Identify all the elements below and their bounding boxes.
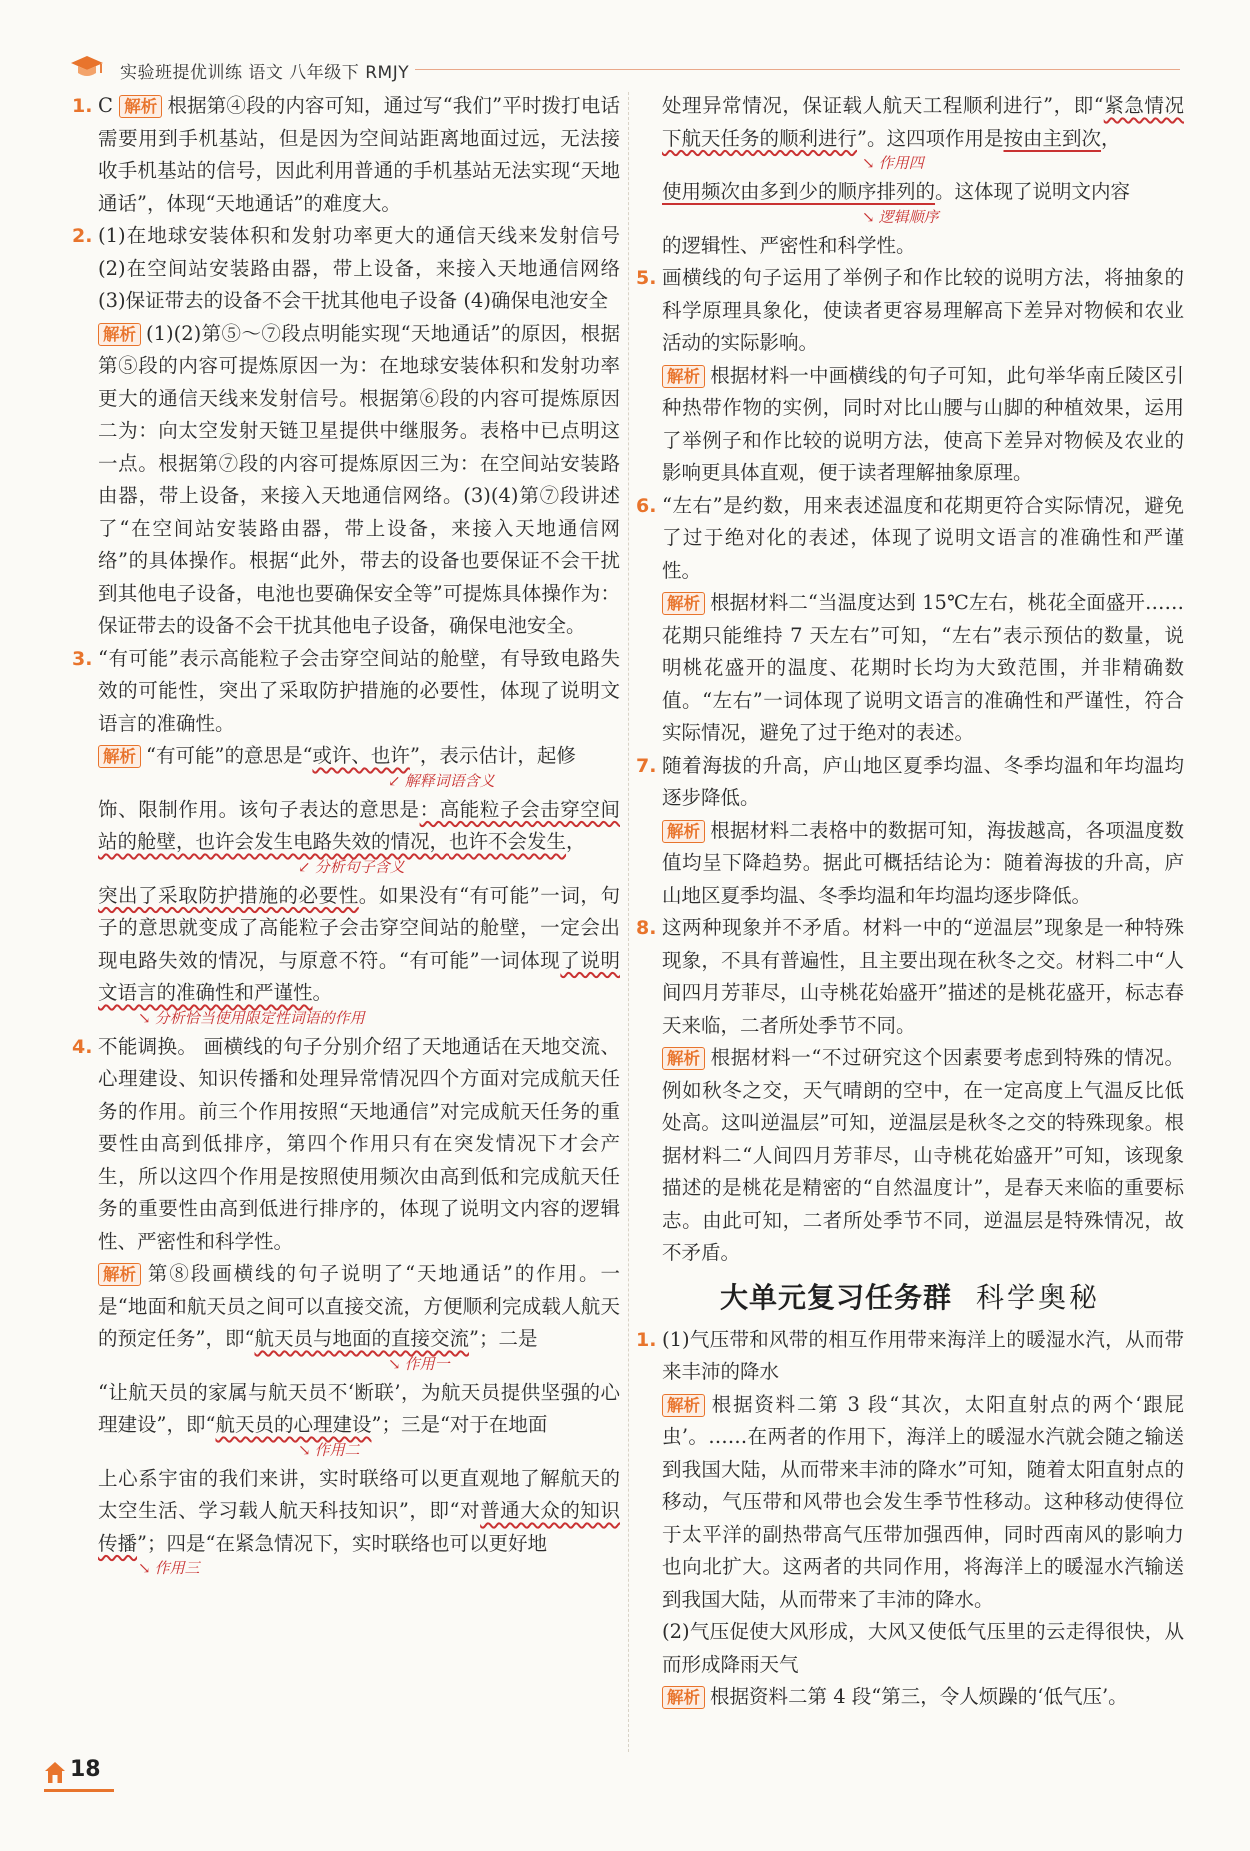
question-number: 2. — [72, 225, 93, 247]
answer-text: 画横线的句子运用了举例子和作比较的说明方法，将抽象的科学原理具象化，使读者更容易理解高下差异对物候和农业活动的实际影响。 — [662, 266, 1184, 354]
analysis-label: 解析 — [662, 1047, 705, 1070]
analysis-text: ， — [566, 830, 586, 853]
analysis-text: ”；四是“在紧急情况下，实时联络也可以更好地 — [137, 1531, 547, 1555]
section-title — [636, 1276, 1184, 1320]
question-2 — [72, 220, 620, 643]
analysis-label: 解析 — [662, 365, 705, 388]
question-4 — [72, 1031, 620, 1580]
answer-text: “有可能”表示高能粒子会击穿空间站的舱壁，有导致电路失效的可能性，突出了采取防护措施的必要性，体现了说明文语言的准确性。 — [98, 646, 620, 735]
question-1 — [72, 90, 620, 220]
analysis-text: ”。这四项作用是 — [857, 126, 1004, 150]
question-number: 1. — [636, 1328, 657, 1351]
question-5 — [636, 262, 1184, 490]
footer-underline — [44, 1789, 114, 1792]
question-8 — [636, 912, 1184, 1270]
answer-text: 随着海拔的升高，庐山地区夏季均温、冬季均温和年均温均逐步降低。 — [662, 753, 1184, 809]
analysis-label: 解析 — [662, 820, 705, 843]
section-question-1 — [636, 1324, 1184, 1714]
marked-text: 了说明文语言的准确性和严谨性 — [98, 948, 620, 1004]
marked-text: 也许不会发生 — [449, 830, 567, 853]
handwritten-note: ↘ 作用四 — [862, 154, 924, 172]
analysis-text: ， — [1101, 126, 1121, 150]
handwritten-note: ↘ 分析恰当使用限定性词语的作用 — [138, 1008, 365, 1027]
question-7 — [636, 750, 1184, 913]
column-divider — [628, 92, 629, 1752]
question-number: 8. — [636, 917, 657, 939]
handwritten-note: ↘ 作用二 — [298, 1440, 360, 1459]
answer-text: (1)在地球安装体积和发射功率更大的通信天线来发射信号 (2)在空间站安装路由器，带上设备，来接入天地通信网络 (3)保证带去的设备不会干扰其他电子设备 (4)确保电池安全 — [98, 224, 620, 312]
header-rule — [415, 69, 1180, 70]
analysis-label: 解析 — [662, 592, 705, 615]
page-header — [70, 52, 1180, 88]
question-number: 7. — [636, 754, 657, 777]
analysis-text: 。如果没有“有可能”一词，句子的意思就变成了高能粒子会击穿空间站的舱壁，一定会出现电路失效的情况，与原意不符。“有可能”一词体现 — [98, 883, 620, 972]
analysis-text: 根据资料二第 4 段“第三，令人烦躁的‘低气压’。 — [710, 1685, 1128, 1708]
question-6 — [636, 490, 1184, 750]
question-number: 3. — [72, 647, 93, 670]
answer-text: C — [98, 94, 113, 117]
question-number: 6. — [636, 494, 657, 517]
marked-text: 或许、也许 — [312, 744, 410, 767]
answer-text: 不能调换。 画横线的句子分别介绍了天地通话在天地交流、心理建设、知识传播和处理异常情况四个方面对完成航天任务的作用。前三个作用按照“天地通信”对完成航天任务的重要性由高到低排序，第四个作用只有在突发情况下才会产生，所以这四个作用是按照使用频次由高到低和完成航天任务的重要性由高到低进行排序的，体现了说明文内容的逻辑性、严密性和科学性。 — [98, 1034, 620, 1253]
analysis-text: ”；二是 — [468, 1327, 538, 1350]
question-number: 5. — [636, 267, 657, 289]
answer-text: “左右”是约数，用来表述温度和花期更符合实际情况，避免了过于绝对化的表述，体现了说明文语言的准确性和严谨性。 — [662, 493, 1184, 582]
analysis-text: ”；三是“对于在地面 — [371, 1413, 548, 1436]
left-column — [72, 90, 620, 1581]
question-number: 1. — [72, 95, 93, 117]
analysis-text: 根据材料二表格中的数据可知，海拔越高，各项温度数值均呈下降趋势。据此可概括结论为：随着海拔的升高，庐山地区夏季均温、冬季均温和年均温均逐步降低。 — [662, 818, 1184, 907]
question-4-continued — [636, 90, 1184, 262]
marked-text: ：高能粒子会击穿空间站的舱壁，也许会发生电路失效的情况， — [98, 797, 620, 853]
question-3 — [72, 643, 620, 1029]
section-heading: 大单元复习任务群 — [719, 1280, 952, 1314]
analysis-text: 处理异常情况，保证载人航天工程顺利进行”，即“ — [662, 94, 1104, 117]
handwritten-note: ↙ 解释词语含义 — [388, 771, 495, 790]
book-title: 实验班提优训练 语文 八年级下 RMJY — [120, 63, 410, 83]
handwritten-note: ↘ 逻辑顺序 — [862, 207, 939, 226]
analysis-text: 根据材料二“当温度达到 15℃左右，桃花全面盛开……花期只能维持 7 天左右”可知，“左右”表示预估的数量，说明桃花盛开的温度、花期时长均为大致范围，并非精确数值。“左右”一词体现了说明文语言的准确性和严谨性，符合实际情况，避免了过于绝对的表述。 — [662, 591, 1184, 744]
marked-text: 使用频次由多到少的顺序排列的 — [662, 180, 936, 203]
analysis-text: 。这体现了说明文内容 — [935, 180, 1131, 203]
analysis-text: “有可能”的意思是“ — [146, 744, 313, 767]
marked-text: 普通大众的知识传播 — [98, 1499, 620, 1555]
section-subheading: 科学奥秘 — [976, 1280, 1101, 1314]
marked-text: 航天员的心理建设 — [215, 1413, 372, 1436]
answer-text: 这两种现象并不矛盾。材料一中的“逆温层”现象是一种特殊现象，不具有普遍性，且主要出现在秋冬之交。材料二中“人间四月芳菲尽，山寺桃花始盛开”描述的是桃花盛开，标志春天来临，二者所处季节不同。 — [662, 916, 1184, 1037]
analysis-text: 。 — [312, 981, 333, 1004]
marked-text: 航天员与地面的直接交流 — [254, 1327, 469, 1350]
analysis-text: 根据第④段的内容可知，通过写“我们”平时拨打电话需要用到手机基站，但是因为空间站距离地面过远，无法接收手机基站的信号，因此利用普通的手机基站无法实现“天地通话”，体现“天地通话”的难度大。 — [98, 94, 620, 215]
analysis-label: 解析 — [98, 323, 141, 346]
analysis-text: (1)(2)第⑤～⑦段点明能实现“天地通话”的原因，根据第⑤段的内容可提炼原因一为：在地球安装体积和发射功率更大的通信天线来发射信号。根据第⑥段的内容可提炼原因二为：向太空发射天链卫星提供中继服务。表格中已点明这一点。根据第⑦段的内容可提炼原因三为：在空间站安装路由器，带上设备，来接入天地通信网络。(3)(4)第⑦段讲述了“在空间站安装路由器，带上设备，来接入天地通信网络”的具体操作。根据“此外，带去的设备也要保证不会干扰到其他电子设备，电池也要确保安全等”可提炼具体操作为：保证带去的设备不会干扰其他电子设备，确保电池安全。 — [98, 321, 620, 637]
analysis-label: 解析 — [98, 1263, 141, 1286]
marked-text: 突出了采取防护措施的必要性 — [98, 883, 359, 907]
analysis-text: 上心系宇宙的我们来讲，实时联络可以更直观地了解航天的太空生活、学习载人航天科技知识”，即“对 — [98, 1466, 620, 1522]
marked-text: 紧急情况下航天任务的顺利进行 — [662, 94, 1184, 150]
handwritten-note: ↘ 作用三 — [138, 1559, 200, 1577]
analysis-label: 解析 — [662, 1686, 705, 1709]
marked-text: 按由主到次 — [1003, 126, 1102, 150]
page-footer — [44, 1755, 114, 1793]
right-column — [636, 90, 1184, 1714]
question-number: 4. — [72, 1035, 93, 1058]
answer-text: (2)气压促使大风形成，大风又使低气压里的云走得很快，从而形成降雨天气 — [662, 1620, 1184, 1676]
handwritten-note: ↙ 分析句子含义 — [298, 857, 405, 876]
analysis-text: “让航天员的家属与航天员不‘断联’，为航天员提供坚强的心理建设”，即“ — [98, 1380, 620, 1436]
analysis-label: 解析 — [662, 1394, 705, 1417]
analysis-label: 解析 — [119, 95, 162, 118]
analysis-text: 饰、限制作用。该句子表达的意思是 — [98, 797, 420, 821]
answer-text: (1)气压带和风带的相互作用带来海洋上的暖湿水汽，从而带来丰沛的降水 — [662, 1327, 1184, 1383]
analysis-text: 的逻辑性、严密性和科学性。 — [662, 233, 916, 257]
analysis-label: 解析 — [98, 745, 141, 768]
analysis-text: ”，表示估计，起修 — [409, 744, 576, 767]
analysis-text: 根据材料一“不过研究这个因素要考虑到特殊的情况。例如秋冬之交，天气晴朗的空中，在一定高度上气温反比低处高。这叫逆温层”可知，逆温层是秋冬之交的特殊现象。根据材料二“人间四月芳菲尽，山寺桃花始盛开”可知，该现象描述的是桃花是精密的“自然温度计”，是春天来临的重要标志。由此可知，二者所处季节不同，逆温层是特殊情况，故不矛盾。 — [662, 1046, 1184, 1264]
analysis-text: 根据材料一中画横线的句子可知，此句举华南丘陵区引种热带作物的实例，同时对比山腰与山脚的种植效果，运用了举例子和作比较的说明方法，使高下差异对物候及农业的影响更具体直观，便于读者理解抽象原理。 — [662, 363, 1184, 484]
analysis-text: 第⑧段画横线的句子说明了“天地通话”的作用。一是“地面和航天员之间可以直接交流，方便顺利完成载人航天的预定任务”，即“ — [98, 1262, 620, 1350]
analysis-text: 根据资料二第 3 段“其次，太阳直射点的两个‘跟屁虫’。……在两者的作用下，海洋上的暖湿水汽就会随之输送到我国大陆，从而带来丰沛的降水”可知，随着太阳直射点的移动，气压带和风带也会发生季节性移动。这种移动使得位于太平洋的副热带高气压带加强西伸，同时西南风的影响力也向北扩大。这两者的共同作用，将海洋上的暖湿水汽输送到我国大陆，从而带来了丰沛的降水。 — [662, 1392, 1184, 1611]
graduation-cap-icon — [70, 54, 104, 80]
house-icon — [44, 1761, 66, 1785]
handwritten-note: ↘ 作用一 — [388, 1354, 450, 1373]
page-number: 18 — [70, 1757, 101, 1782]
